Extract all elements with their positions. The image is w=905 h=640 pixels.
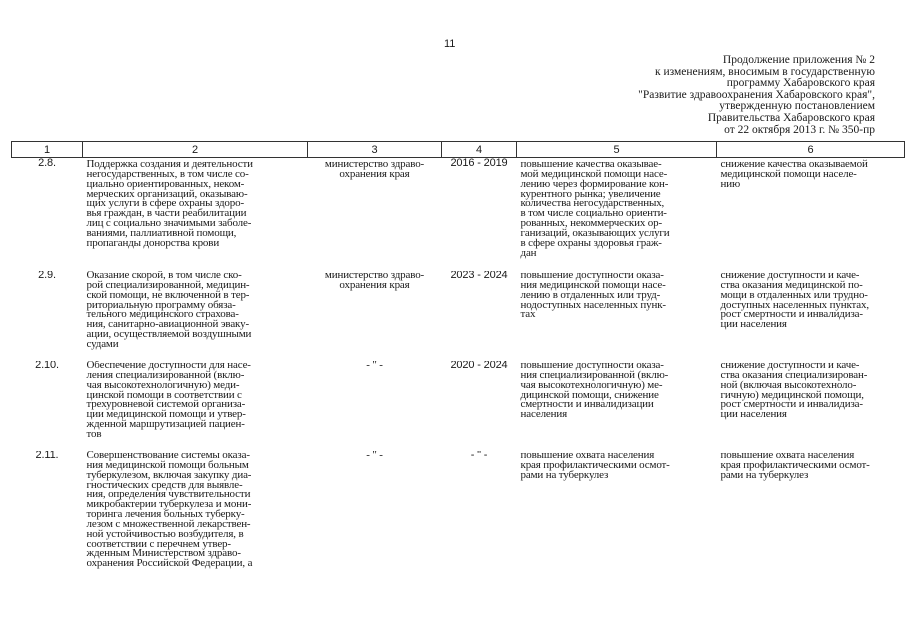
- column-header: 6: [717, 142, 905, 158]
- row-number: 2.11.: [35, 451, 59, 461]
- header-line: от 22 октября 2013 г. № 350-пр: [724, 123, 875, 136]
- expected-result: повышение охвата населения края профилактическими осмот- рами на туберкулез: [520, 451, 670, 481]
- program-measures-table: [11, 141, 905, 581]
- responsible-executor: - " -: [366, 451, 383, 461]
- row-number: 2.10.: [35, 361, 59, 371]
- expected-result: повышение качества оказывае- мой медицинской помощи насе- лению через формирование кон- курентного рынка; увеличение количества негосударственных, в том числе социально ориенти- рованных, некоммерческих ор- ганизаций, оказывающих услуги в сфере охраны здоровья граж- дан: [520, 158, 670, 259]
- implementation-period: 2020 - 2024: [450, 361, 508, 371]
- header-line: "Развитие здравоохранения Хабаровского края",: [638, 88, 875, 101]
- appendix-header: [638, 55, 875, 136]
- header-line: Продолжение приложения № 2: [722, 54, 875, 66]
- consequences-of-failure: снижение доступности и каче- ства оказания специализирован- ной (включая высокотехноло- гичную) медицинской помощи, рост смертности и инвалидиза- ции населения: [720, 361, 868, 421]
- responsible-executor: министерство здраво- охранения края: [324, 158, 425, 180]
- row-number: 2.9.: [38, 271, 56, 281]
- column-header: 1: [12, 142, 83, 158]
- header-line: Правительства Хабаровского края: [707, 111, 875, 124]
- table-row: [12, 361, 905, 451]
- responsible-executor: министерство здраво- охранения края: [324, 271, 425, 291]
- header-line: к изменениям, вносимым в государственную: [655, 65, 875, 78]
- table-header-row: [12, 142, 905, 158]
- consequences-of-failure: снижение доступности и каче- ства оказания медицинской по- мощи в отдаленных или трудно- доступных населенных пунктах, рост смертности и инвалидиза- ции населения: [720, 271, 869, 331]
- measure-name: Обеспечение доступности для насе- ления специализированной (вклю- чая высокотехнологичную) меди- цинской помощи в соответствии с трехуровневой системой организа- ции медицинской помощи и утвер- жденной маршрутизацией пациен- тов: [86, 361, 251, 440]
- consequences-of-failure: снижение качества оказываемой медицинской помощи населе- нию: [720, 158, 868, 190]
- responsible-executor: - " -: [366, 361, 383, 371]
- implementation-period: 2023 - 2024: [450, 271, 508, 281]
- expected-result: повышение доступности оказа- ния специализированной (вклю- чая высокотехнологичную) ме- дицинской помощи, снижение смертности и инвалидизации населения: [520, 361, 669, 421]
- implementation-period: 2016 - 2019: [450, 157, 508, 169]
- measure-name: Совершенствование системы оказа- ния медицинской помощи больным туберкулезом, включая закупку диа- гностических средств для выявле- ния, определения чувствительности микробактерии туберкулеза и мони- торинга лечения больных туберку- лезом с множественной лекарствен- ной устойчивостью возбудителя, в соответствии с перечнем утвер- жденным Министерством здраво- охранения Российской Федерации, а: [86, 451, 253, 570]
- column-header: 5: [517, 142, 717, 158]
- row-number: 2.8.: [38, 157, 56, 169]
- consequences-of-failure: повышение охвата населения края профилактическими осмот- рами на туберкулез: [720, 451, 870, 481]
- column-header: 2: [83, 142, 308, 158]
- table-row: [12, 271, 905, 361]
- implementation-period: - " -: [470, 451, 488, 461]
- table-row: [12, 158, 905, 272]
- header-line: утвержденную постановлением: [719, 100, 875, 113]
- column-header: 3: [308, 142, 442, 158]
- measure-name: Оказание скорой, в том числе ско- рой специализированной, медицин- ской помощи, не включенной в тер- риториальную программу обяза- тельного медицинского страхова- ния, санитарно-авиационной эваку- ации, осуществляемой воздушными судами: [86, 271, 252, 350]
- expected-result: повышение доступности оказа- ния медицинской помощи насе- лению в отдаленных или труд- нодоступных населенных пунк- тах: [520, 271, 666, 321]
- column-header: 4: [442, 142, 517, 158]
- header-line: программу Хабаровского края: [726, 77, 875, 90]
- measure-name: Поддержка создания и деятельности негосударственных, в том числе со- циально ориентированных, неком- мерческих организаций, оказываю- щих услуги в сфере охраны здоро- вья граждан, в части реабилитации лиц с социально значимыми заболе- ваниями, паллиативной помощи, пропаганды донорства крови: [86, 158, 253, 249]
- page-number: 11: [444, 38, 456, 50]
- table-row: [12, 451, 905, 581]
